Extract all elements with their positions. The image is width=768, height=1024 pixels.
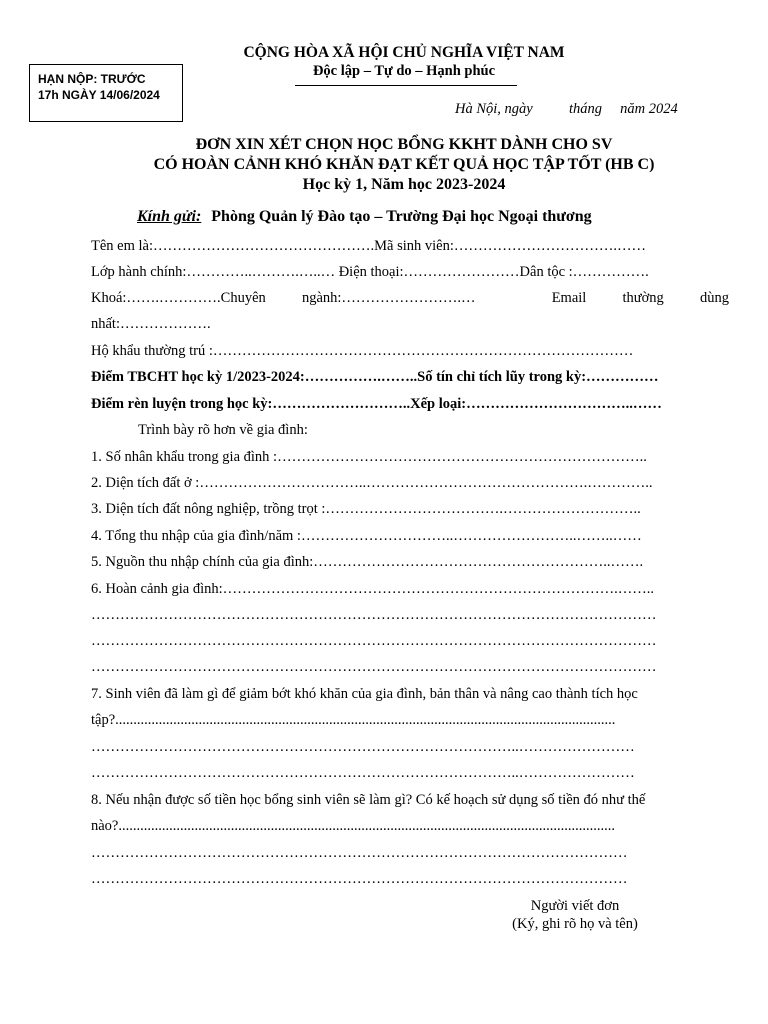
q7-answer-line-3[interactable]: ……………………………………………………………………………..…………………… (91, 765, 635, 781)
class-field[interactable]: Lớp hành chính:…………..……….…..… Điện thoại:……………………Dân tộc :……………. (91, 264, 649, 280)
recipient-label: Kính gửi: (137, 208, 202, 225)
email-label-usually: thường (622, 290, 664, 306)
gpa-credits-field[interactable]: Điểm TBCHT học kỳ 1/2023-2024:…………….……..Số tín chỉ tích lũy trong kỳ:…………… (91, 369, 659, 385)
q8-answer-line-2[interactable]: ………………………………………………………………………………………………… (91, 845, 628, 861)
email-field[interactable]: nhất:………………. (91, 316, 211, 332)
national-title: CỘNG HÒA XÃ HỘI CHỦ NGHĨA VIỆT NAM (243, 44, 565, 61)
major-field[interactable]: ngành:…………………….… (301, 290, 476, 306)
q7-answer-line-1[interactable]: tập?.......................................................................................................................................... (91, 712, 616, 728)
residence-field[interactable]: Hộ khẩu thường trú :…………………………………………………………………………… (91, 343, 634, 359)
family-intro: Trình bày rõ hơn về gia đình: (138, 422, 308, 438)
national-motto: Độc lập – Tự do – Hạnh phúc (312, 63, 496, 79)
family-blank-line-1[interactable]: ……………………………………………………………………………………………………… (91, 607, 657, 623)
signature-note: (Ký, ghi rõ họ và tên) (512, 916, 638, 932)
name-field[interactable]: Tên em là:……………………………………….Mã sinh viên:…………………………….…… (91, 238, 646, 254)
q7-answer-line-2[interactable]: ……………………………………………………………………………..…………………… (91, 739, 635, 755)
place-date: Hà Nội, ngày tháng năm 2024 (455, 101, 678, 117)
form-title-line-1: ĐƠN XIN XÉT CHỌN HỌC BỔNG KKHT DÀNH CHO SV (195, 136, 613, 153)
deadline-line-1: HẠN NỘP: TRƯỚC (38, 72, 146, 86)
recipient-value: Phòng Quản lý Đào tạo – Trường Đại học Ngoại thương (211, 208, 592, 225)
family-item-3[interactable]: 3. Diện tích đất nông nghiệp, trồng trọt :……………………………….……………………….. (91, 501, 641, 517)
recipient (137, 208, 592, 226)
family-item-5[interactable]: 5. Nguồn thu nhập chính của gia đình:……………………………………………………..……. (91, 554, 644, 570)
course-field[interactable]: Khoá:…….………….Chuyên (91, 290, 266, 306)
motto-underline (295, 85, 517, 86)
family-blank-line-2[interactable]: ……………………………………………………………………………………………………… (91, 633, 657, 649)
course-major-email-row (91, 290, 729, 307)
family-item-6[interactable]: 6. Hoàn cảnh gia đình:……………………………………………………………………….…….. (91, 581, 655, 597)
q8-answer-line-1[interactable]: nào?......................................................................................................................................... (91, 818, 615, 834)
family-blank-line-3[interactable]: ……………………………………………………………………………………………………… (91, 659, 657, 675)
email-label-use: dùng (699, 290, 729, 306)
deadline-line-2: 17h NGÀY 14/06/2024 (38, 88, 160, 102)
form-title-line-3: Học kỳ 1, Năm học 2023-2024 (302, 176, 506, 193)
q8-question: 8. Nếu nhận được số tiền học bổng sinh viên sẽ làm gì? Có kế hoạch sử dụng số tiền đó như thế (91, 792, 646, 808)
family-item-2[interactable]: 2. Diện tích đất ở :……………………………..……………………………………….………….. (91, 475, 653, 491)
q7-question: 7. Sinh viên đã làm gì để giảm bớt khó khăn của gia đình, bản thân và nâng cao thành tích học (91, 686, 638, 702)
family-item-1[interactable]: 1. Số nhân khẩu trong gia đình :………………………………………………………………….. (91, 449, 647, 465)
family-item-4[interactable]: 4. Tổng thu nhập của gia đình/năm :…………………………..……………………..……..…… (91, 528, 642, 544)
conduct-field[interactable]: Điểm rèn luyện trong học kỳ:………………………..Xếp loại:……………………………..…… (91, 396, 662, 412)
form-title-line-2: CÓ HOÀN CẢNH KHÓ KHĂN ĐẠT KẾT QUẢ HỌC TẬP TỐT (HB C) (153, 156, 655, 173)
q8-answer-line-3[interactable]: ………………………………………………………………………………………………… (91, 871, 628, 887)
signature-title: Người viết đơn (530, 898, 620, 914)
email-label: Email (551, 290, 587, 306)
